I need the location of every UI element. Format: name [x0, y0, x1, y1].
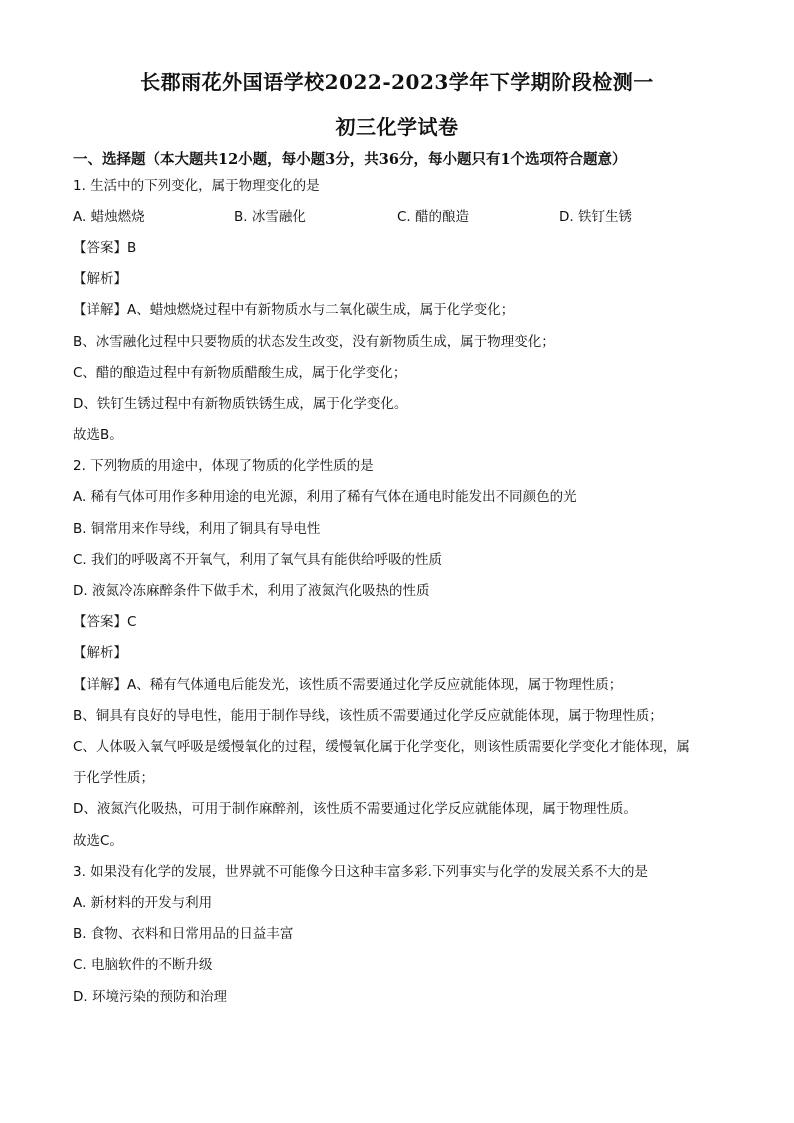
q3-option-a: A. 新材料的开发与利用 [73, 895, 213, 911]
q1-detail-line: 【详解】A、蜡烛燃烧过程中有新物质水与二氧化碳生成，属于化学变化； [73, 302, 515, 318]
q2-option-b: B. 铜常用来作导线，利用了铜具有导电性 [73, 521, 321, 537]
q2-detail-line: C、人体吸入氧气呼吸是缓慢氧化的过程，缓慢氧化属于化学变化，则该性质需要化学变化才能体现，属 [73, 739, 690, 755]
q1-conclusion: 故选B。 [73, 427, 123, 443]
q2-option-c: C. 我们的呼吸离不开氧气，利用了氧气具有能供给呼吸的性质 [73, 552, 443, 568]
q3-option-c: C. 电脑软件的不断升级 [73, 957, 213, 973]
q1-analysis-label: 【解析】 [73, 271, 127, 287]
q2-analysis-label: 【解析】 [73, 645, 127, 661]
section-heading: 一、选择题（本大题共12小题，每小题3分，共36分，每小题只有1个选项符合题意） [73, 151, 627, 168]
q1-option-d: D. 铁钉生锈 [559, 209, 632, 225]
q1-detail-line: C、醋的酿造过程中有新物质醋酸生成，属于化学变化； [73, 365, 407, 381]
q1-detail-line: B、冰雪融化过程中只要物质的状态发生改变，没有新物质生成，属于物理变化； [73, 334, 555, 350]
q2-conclusion: 故选C。 [73, 833, 123, 849]
exam-title: 长郡雨花外国语学校2022-2023学年下学期阶段检测一 [140, 70, 654, 94]
q2-stem: 2. 下列物质的用途中，体现了物质的化学性质的是 [73, 458, 374, 474]
q1-option-a: A. 蜡烛燃烧 [73, 209, 145, 225]
q2-detail-line: 于化学性质； [73, 770, 154, 786]
exam-subtitle: 初三化学试卷 [335, 115, 459, 139]
q2-detail-line: 【详解】A、稀有气体通电后能发光，该性质不需要通过化学反应就能体现，属于物理性质； [73, 677, 623, 693]
q2-option-d: D. 液氮冷冻麻醉条件下做手术，利用了液氮汽化吸热的性质 [73, 583, 430, 599]
q3-option-b: B. 食物、衣料和日常用品的日益丰富 [73, 926, 294, 942]
q1-answer: 【答案】B [73, 240, 137, 256]
q1-option-c: C. 醋的酿造 [397, 209, 470, 225]
q1-detail-line: D、铁钉生锈过程中有新物质铁锈生成，属于化学变化。 [73, 396, 408, 412]
q3-stem: 3. 如果没有化学的发展，世界就不可能像今日这种丰富多彩.下列事实与化学的发展关系不大的是 [73, 864, 648, 880]
q1-option-b: B. 冰雪融化 [234, 209, 306, 225]
q1-stem: 1. 生活中的下列变化，属于物理变化的是 [73, 178, 320, 194]
q2-option-a: A. 稀有气体可用作多种用途的电光源，利用了稀有气体在通电时能发出不同颜色的光 [73, 489, 577, 505]
q2-detail-line: B、铜具有良好的导电性，能用于制作导线，该性质不需要通过化学反应就能体现，属于物理性质； [73, 708, 663, 724]
q2-answer: 【答案】C [73, 614, 137, 630]
q2-detail-line: D、液氮汽化吸热，可用于制作麻醉剂，该性质不需要通过化学反应就能体现，属于物理性质。 [73, 801, 637, 817]
q3-option-d: D. 环境污染的预防和治理 [73, 989, 227, 1005]
